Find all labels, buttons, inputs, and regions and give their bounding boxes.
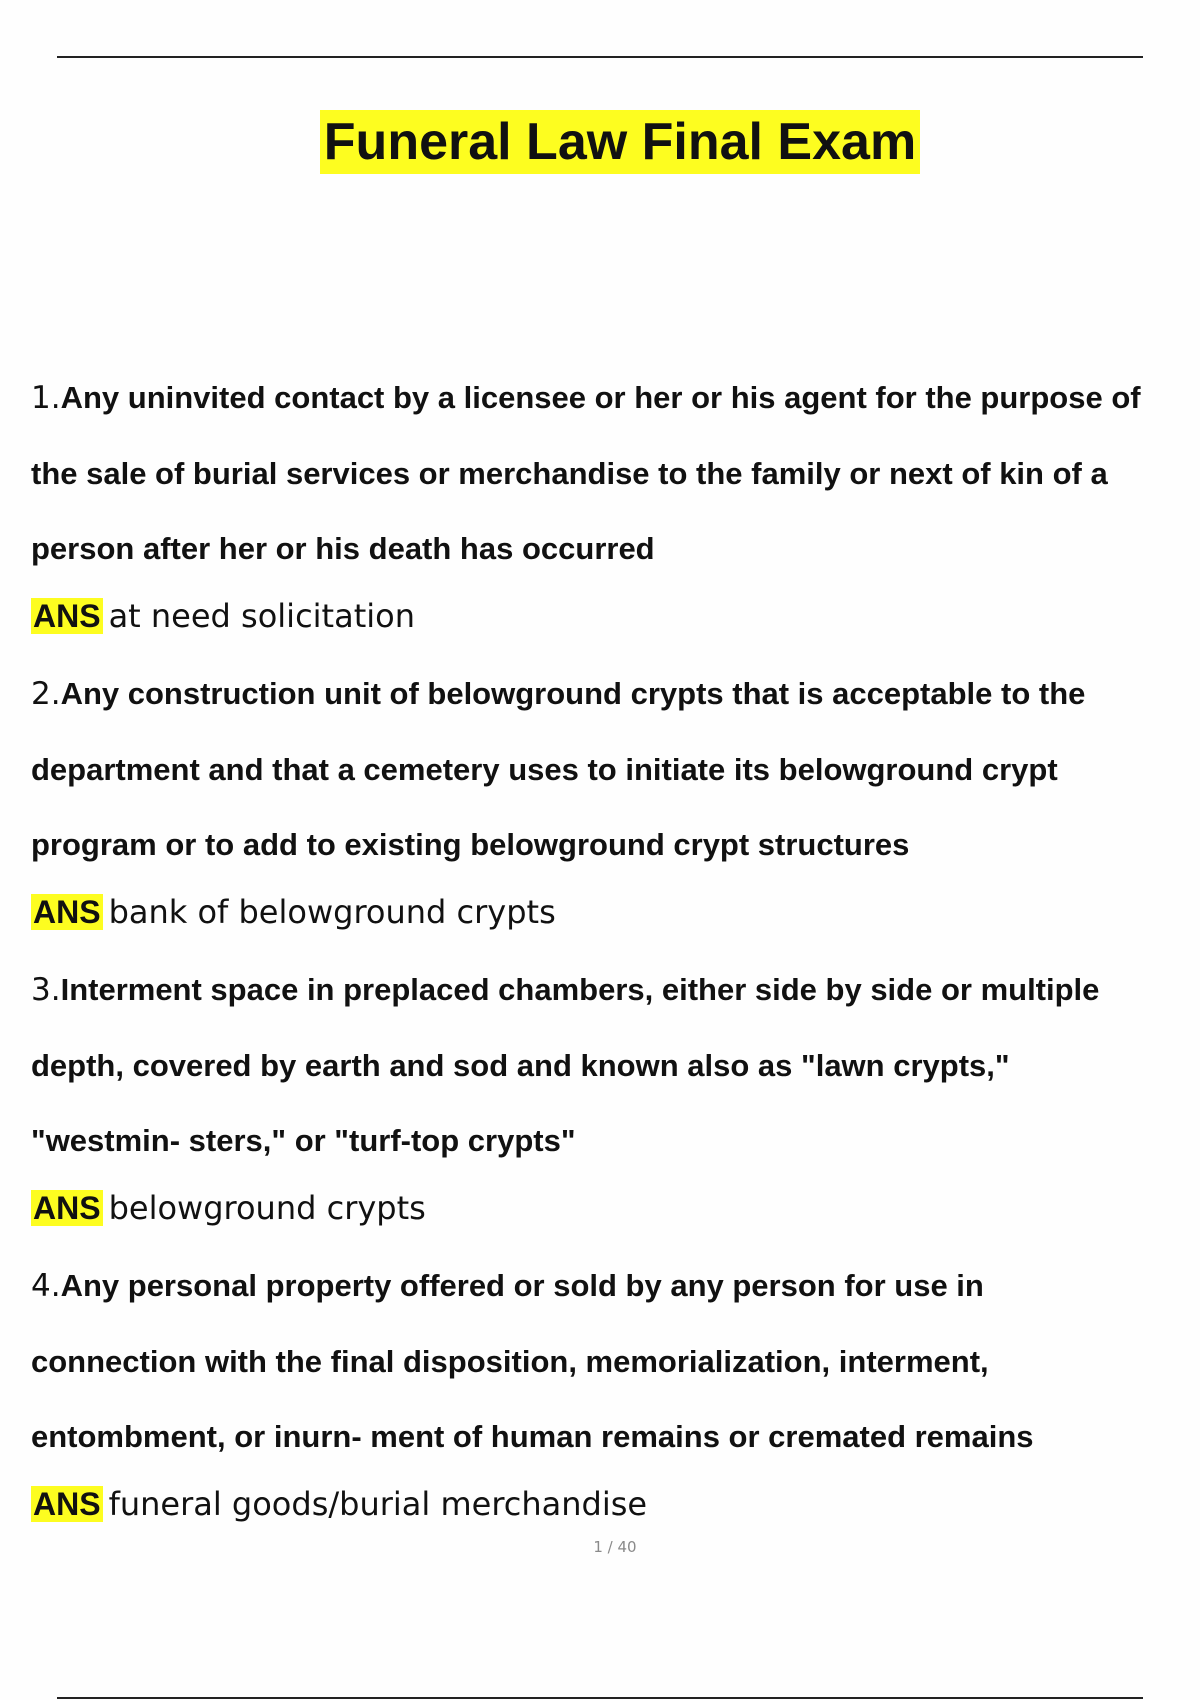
- answer-1-tag: ANS: [33, 598, 101, 634]
- question-3-line-1: [31, 952, 1200, 1028]
- question-2-line-2: department and that a cemetery uses to initiate its belowground crypt: [31, 752, 1058, 787]
- answer-2-tag: ANS: [33, 894, 101, 930]
- answer-4: [31, 1480, 1200, 1528]
- answer-3: [31, 1184, 1200, 1232]
- question-1: [31, 360, 1200, 586]
- top-rule: [57, 56, 1143, 58]
- question-list: [31, 360, 1200, 1544]
- question-3: [31, 952, 1200, 1178]
- title-container: [0, 110, 1200, 174]
- question-1-text-1: Any uninvited contact by a licensee or her or his agent for the purpose of: [60, 380, 1141, 415]
- answer-3-tag: ANS: [33, 1190, 101, 1226]
- question-1-line-3: person after her or his death has occurred: [31, 531, 655, 566]
- answer-1: [31, 592, 1200, 640]
- question-2-line-3: program or to add to existing belowground crypt structures: [31, 827, 910, 862]
- question-2-line-1: [31, 656, 1200, 732]
- answer-2: [31, 888, 1200, 936]
- answer-1-text: at need solicitation: [108, 597, 415, 635]
- question-1-line-1: [31, 360, 1200, 436]
- question-4: [31, 1248, 1200, 1474]
- question-1-number: 1.: [31, 380, 61, 416]
- question-1-line-2: the sale of burial services or merchandise to the family or next of kin of a: [31, 456, 1108, 491]
- question-3-line-2: depth, covered by earth and sod and known also as "lawn crypts,": [31, 1048, 1010, 1083]
- question-2-number: 2.: [31, 676, 61, 712]
- bottom-rule: [57, 1697, 1143, 1699]
- answer-4-text: funeral goods/burial merchandise: [108, 1485, 648, 1523]
- question-4-line-1: [31, 1248, 1200, 1324]
- question-4-line-3: entombment, or inurn- ment of human remains or cremated remains: [31, 1419, 1034, 1454]
- answer-4-tag: ANS: [33, 1486, 101, 1522]
- question-4-number: 4.: [31, 1268, 61, 1304]
- answer-3-text: belowground crypts: [108, 1189, 426, 1227]
- question-3-number: 3.: [31, 972, 61, 1008]
- question-4-line-2: connection with the final disposition, memorialization, interment,: [31, 1344, 989, 1379]
- page-indicator: 1 / 40: [593, 1538, 637, 1556]
- question-2-text-1: Any construction unit of belowground crypts that is acceptable to the: [60, 676, 1086, 711]
- document-title: Funeral Law Final Exam: [320, 110, 920, 174]
- question-3-text-1: Interment space in preplaced chambers, either side by side or multiple: [60, 972, 1100, 1007]
- question-3-line-3: "westmin- sters," or "turf-top crypts": [31, 1123, 576, 1158]
- question-2: [31, 656, 1200, 882]
- answer-2-text: bank of belowground crypts: [108, 893, 556, 931]
- question-4-text-1: Any personal property offered or sold by any person for use in: [60, 1268, 984, 1303]
